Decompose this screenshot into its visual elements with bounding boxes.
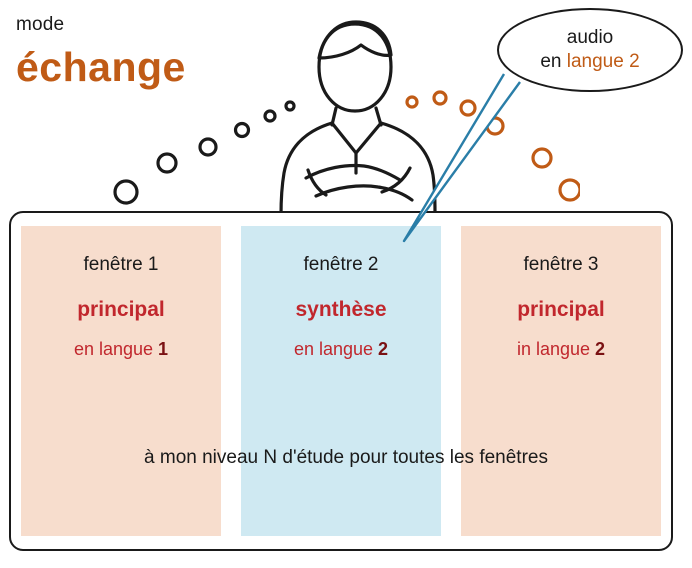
window-1-role: principal — [77, 298, 165, 321]
window-3-language — [461, 339, 661, 360]
windows-row — [9, 226, 673, 536]
bubble-lang-accent: langue 2 — [566, 51, 640, 72]
window-2-language-prefix: en langue — [293, 339, 379, 359]
window-2-language — [241, 339, 441, 360]
window-2-language-number: 2 — [378, 339, 389, 359]
audio-speech-bubble — [497, 8, 683, 92]
window-3-role: principal — [517, 298, 605, 321]
window-3-language-number: 2 — [595, 339, 606, 359]
bubble-lang-prefix: en — [540, 51, 567, 72]
panel-footnote: à mon niveau N d'étude pour toutes les fenêtres — [144, 447, 548, 468]
mode-label: mode — [16, 14, 65, 35]
window-2-name: fenêtre 2 — [303, 254, 379, 275]
window-card-3[interactable] — [461, 226, 661, 536]
bubble-line-language — [540, 50, 639, 74]
window-card-1[interactable] — [21, 226, 221, 536]
page-title: échange — [16, 44, 186, 90]
window-1-name: fenêtre 1 — [83, 254, 159, 275]
bubble-line-audio: audio — [566, 27, 614, 49]
window-1-language — [21, 339, 221, 360]
window-1-language-prefix: en langue — [73, 339, 159, 359]
window-3-language-prefix: in langue — [516, 339, 596, 359]
window-1-language-number: 1 — [158, 339, 169, 359]
window-card-2[interactable] — [241, 226, 441, 536]
window-2-role: synthèse — [295, 298, 387, 321]
window-3-name: fenêtre 3 — [523, 254, 599, 275]
